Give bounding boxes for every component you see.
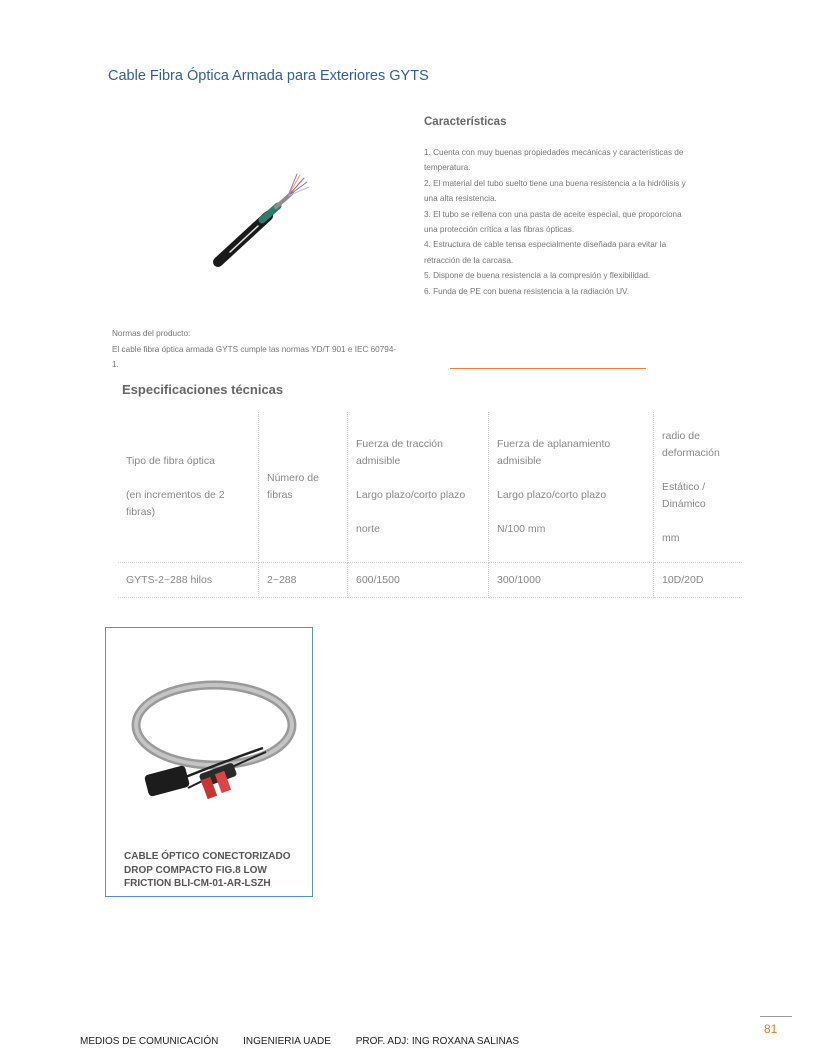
features-list bbox=[424, 145, 694, 299]
footer-course: MEDIOS DE COMUNICACIÓN bbox=[80, 1036, 219, 1047]
drop-cable-image bbox=[118, 650, 308, 840]
header-fiber-type: Tipo de fibra óptica (en incrementos de 2 fibras) bbox=[118, 412, 259, 563]
header-tensile: Fuerza de tracción admisible Largo plazo/corto plazo norte bbox=[348, 412, 489, 563]
table-row bbox=[118, 563, 742, 598]
features-heading: Características bbox=[424, 116, 507, 128]
page-number: 81 bbox=[764, 1022, 778, 1036]
armored-cable-image bbox=[200, 160, 330, 280]
footer-professor: PROF. ADJ: ING ROXANA SALINAS bbox=[355, 1036, 520, 1047]
header-bend-radius: radio de deformación Estático / Dinámico mm bbox=[654, 412, 743, 563]
product-norms bbox=[112, 326, 402, 373]
product-name: CABLE ÓPTICO CONECTORIZADO DROP COMPACTO FIG.8 LOW FRICTION BLI-CM-01-AR-LSZH bbox=[124, 851, 291, 889]
table-header-row bbox=[118, 412, 742, 563]
page-footer bbox=[80, 1036, 541, 1047]
table-cell: 300/1000 bbox=[489, 563, 654, 598]
header-fiber-count: Número de fibras bbox=[259, 412, 348, 563]
table-cell: 600/1500 bbox=[348, 563, 489, 598]
features-item: 6. Funda de PE con buena resistencia a la radiación UV. bbox=[424, 286, 629, 296]
page-title: Cable Fibra Óptica Armada para Exteriores GYTS bbox=[108, 68, 429, 84]
features-item: 2. El material del tubo suelto tiene una buena resistencia a la hidrólisis y una alta resistencia. bbox=[424, 178, 686, 204]
table-cell: 10D/20D bbox=[654, 563, 743, 598]
divider-line bbox=[450, 368, 646, 369]
features-item: 1. Cuenta con muy buenas propiedades mecánicas y características de temperatura. bbox=[424, 148, 684, 173]
norms-text: El cable fibra óptica armada GYTS cumple las normas YD/T 901 e IEC 60794-1. bbox=[112, 344, 397, 369]
features-item: 4. Estructura de cable tensa especialmente diseñada para evitar la retracción de la carcasa. bbox=[424, 240, 667, 265]
features-item: 3. El tubo se rellena con una pasta de aceite especial, que proporciona una protección crítica a las fibras ópticas. bbox=[424, 209, 682, 235]
specs-table bbox=[118, 412, 742, 598]
specs-heading: Especificaciones técnicas bbox=[122, 382, 284, 397]
footer-divider bbox=[760, 1016, 792, 1017]
table-cell: 2~288 bbox=[259, 563, 348, 598]
features-item: 5. Dispone de buena resistencia a la compresión y flexibilidad. bbox=[424, 271, 651, 281]
norms-label: Normas del producto: bbox=[112, 329, 191, 338]
footer-school: INGENIERIA UADE bbox=[243, 1036, 331, 1047]
table-cell: GYTS-2~288 hilos bbox=[118, 563, 259, 598]
header-crush: Fuerza de aplanamiento admisible Largo plazo/corto plazo N/100 mm bbox=[489, 412, 654, 563]
